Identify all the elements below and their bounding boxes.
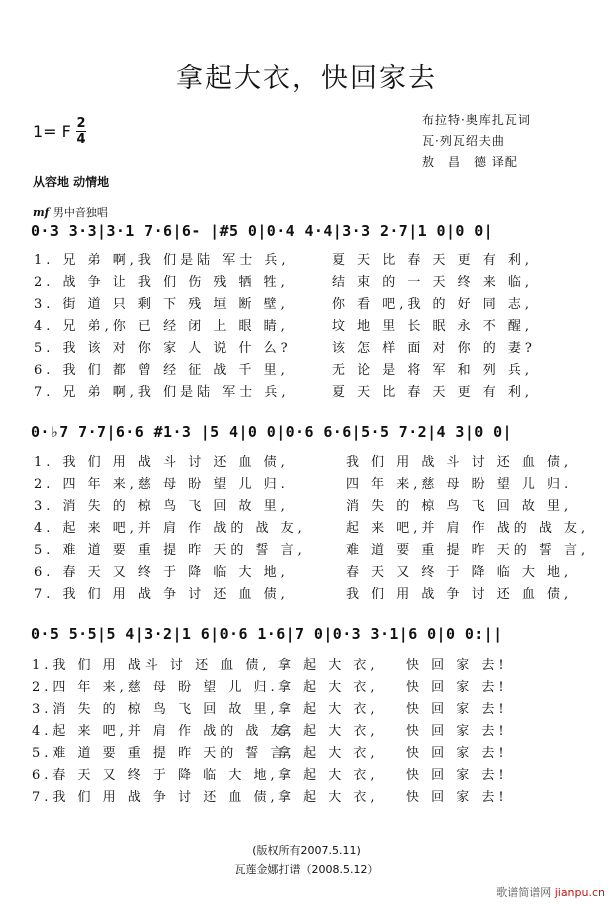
lyric-line: 1. 我 们 用 战 斗 讨 还 血 债,: [34, 455, 289, 470]
lyric-line: 坟 地 里 长 眠 永 不 醒,: [332, 319, 534, 334]
time-sig-bottom: 4: [76, 132, 86, 147]
notation-line-1: 0·3 3·3|3·1 7·6|6- |#5 0|0·4 4·4|3·3 2·7|1 0|0 0|: [31, 222, 494, 240]
lyric-line: 5.难 道 要 重 提 昨 天的 誓 言,: [32, 746, 296, 761]
lyric-line: 2. 战 争 让 我 们 伤 残 牺 牲,: [34, 275, 289, 290]
lyric-line: 结 束 的 一 天 终 来 临,: [332, 275, 534, 290]
time-sig-top: 2: [76, 116, 86, 131]
lyric-line: 该 怎 样 面 对 你 的 妻?: [332, 341, 536, 356]
lyric-line: 快 回 家 去!: [406, 658, 508, 673]
lyric-line: 拿 起 大 衣,: [278, 724, 379, 739]
credit-composer: 瓦·列瓦绍夫曲: [422, 134, 505, 148]
lyric-line: 3.消 失 的 椋 鸟 飞 回 故 里,: [32, 702, 279, 717]
lyric-line: 拿 起 大 衣,: [278, 658, 379, 673]
lyric-line: 你 看 吧,我 的 好 同 志,: [332, 297, 534, 312]
song-title: 拿起大衣，快回家去: [176, 63, 437, 94]
lyric-line: 1.我 们 用 战斗 讨 还 血 债,: [32, 658, 271, 673]
lyric-line: 4. 兄 弟,你 已 经 闭 上 眼 睛,: [34, 319, 289, 334]
lyric-line: 消 失 的 椋 鸟 飞 回 故 里,: [346, 499, 573, 514]
lyric-line: 快 回 家 去!: [406, 790, 508, 805]
lyric-line: 拿 起 大 衣,: [278, 768, 379, 783]
credits: [422, 110, 531, 173]
credit-translator: 敖 昌 德 译配: [422, 155, 518, 169]
lyric-line: 拿 起 大 衣,: [278, 680, 379, 695]
time-signature: [76, 116, 86, 147]
lyric-line: 4. 起 来 吧,并 肩 作 战的 战 友,: [34, 521, 306, 536]
lyric-line: 快 回 家 去!: [406, 724, 508, 739]
lyric-line: 7.我 们 用 战 争 讨 还 血 债,: [32, 790, 279, 805]
copyright-note: (版权所有2007.5.11): [252, 844, 361, 857]
lyric-line: 拿 起 大 衣,: [278, 790, 379, 805]
watermark-domain: jianpu.cn: [554, 886, 605, 899]
notation-line-3: 0·5 5·5|5 4|3·2|1 6|0·6 1·6|7 0|0·3 3·1|6 0|0 0:||: [31, 625, 503, 643]
tempo-marking: 从容地 动情地: [33, 175, 110, 189]
lyric-line: 3. 消 失 的 椋 鸟 飞 回 故 里,: [34, 499, 289, 514]
dynamic-marking: mf: [33, 206, 50, 219]
performance-marking: [33, 204, 108, 220]
lyric-line: 5. 我 该 对 你 家 人 说 什 么?: [34, 341, 292, 356]
lyric-line: 6. 春 天 又 终 于 降 临 大 地,: [34, 565, 289, 580]
voice-type: 男中音独唱: [52, 206, 108, 219]
lyric-line: 我 们 用 战 争 讨 还 血 债,: [346, 587, 573, 602]
lyric-line: 6. 我 们 都 曾 经 征 战 千 里,: [34, 363, 289, 378]
lyric-line: 春 天 又 终 于 降 临 大 地,: [346, 565, 573, 580]
lyric-line: 快 回 家 去!: [406, 702, 508, 717]
lyric-line: 2. 四 年 来,慈 母 盼 望 儿 归.: [34, 477, 289, 492]
lyric-line: 3. 街 道 只 剩 下 残 垣 断 壁,: [34, 297, 289, 312]
lyric-line: 拿 起 大 衣,: [278, 702, 379, 717]
lyric-line: 5. 难 道 要 重 提 昨 天的 誓 言,: [34, 543, 306, 558]
lyric-line: 1. 兄 弟 啊,我 们是陆 军士 兵,: [34, 253, 290, 268]
lyric-line: 夏 天 比 春 天 更 有 利,: [332, 385, 534, 400]
lyric-line: 快 回 家 去!: [406, 680, 508, 695]
notation-line-2: 0·♭7 7·7|6·6 #1·3 |5 4|0 0|0·6 6·6|5·5 7·2|4 3|0 0|: [31, 423, 512, 441]
lyric-line: 2.四 年 来,慈 母 盼 望 儿 归.: [32, 680, 279, 695]
lyric-line: 7. 兄 弟 啊,我 们是陆 军士 兵,: [34, 385, 290, 400]
credit-lyricist: 布拉特·奥库扎瓦词: [422, 113, 531, 127]
lyric-line: 6.春 天 又 终 于 降 临 大 地,: [32, 768, 279, 783]
lyric-line: 快 回 家 去!: [406, 768, 508, 783]
lyric-line: 夏 天 比 春 天 更 有 利,: [332, 253, 534, 268]
lyric-line: 快 回 家 去!: [406, 746, 508, 761]
watermark: [496, 884, 605, 900]
lyric-line: 起 来 吧,并 肩 作 战的 战 友,: [346, 521, 590, 536]
typeset-note: 瓦莲金娜打谱（2008.5.12）: [234, 863, 379, 876]
lyric-line: 四 年 来,慈 母 盼 望 儿 归.: [346, 477, 573, 492]
lyric-line: 4.起 来 吧,并 肩 作 战的 战 友,: [32, 724, 296, 739]
key-signature: 1= F: [33, 122, 71, 141]
lyric-line: 拿 起 大 衣,: [278, 746, 379, 761]
lyric-line: 难 道 要 重 提 昨 天的 誓 言,: [346, 543, 590, 558]
lyric-line: 我 们 用 战 斗 讨 还 血 债,: [346, 455, 573, 470]
lyric-line: 无 论 是 将 军 和 列 兵,: [332, 363, 534, 378]
lyric-line: 7. 我 们 用 战 争 讨 还 血 债,: [34, 587, 289, 602]
watermark-site: 歌谱简谱网: [496, 886, 552, 899]
